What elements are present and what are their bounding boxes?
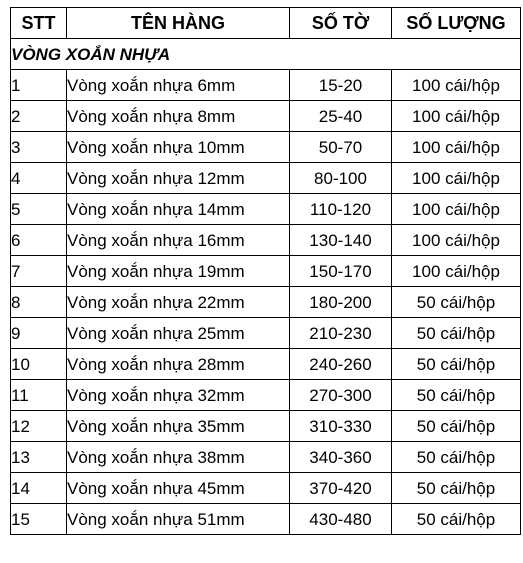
row-product-name-cell: Vòng xoắn nhựa 25mm xyxy=(67,318,290,349)
row-sheet-count-cell: 150-170 xyxy=(290,256,392,287)
row-quantity-cell: 50 cái/hộp xyxy=(392,380,521,411)
row-quantity-cell: 50 cái/hộp xyxy=(392,442,521,473)
row-sheet-count-cell: 370-420 xyxy=(290,473,392,504)
product-table xyxy=(10,7,521,535)
row-stt-cell: 8 xyxy=(11,287,67,318)
row-quantity-cell: 50 cái/hộp xyxy=(392,287,521,318)
row-quantity-cell: 50 cái/hộp xyxy=(392,473,521,504)
row-stt-cell: 2 xyxy=(11,101,67,132)
row-product-name-cell: Vòng xoắn nhựa 8mm xyxy=(67,101,290,132)
row-quantity-cell: 50 cái/hộp xyxy=(392,318,521,349)
row-quantity-cell: 100 cái/hộp xyxy=(392,225,521,256)
row-quantity-cell: 50 cái/hộp xyxy=(392,411,521,442)
table-row xyxy=(11,163,521,194)
row-sheet-count-cell: 130-140 xyxy=(290,225,392,256)
row-product-name-cell: Vòng xoắn nhựa 45mm xyxy=(67,473,290,504)
row-stt-cell: 14 xyxy=(11,473,67,504)
table-row xyxy=(11,287,521,318)
table-row xyxy=(11,349,521,380)
row-sheet-count-cell: 430-480 xyxy=(290,504,392,535)
row-sheet-count-cell: 110-120 xyxy=(290,194,392,225)
row-stt-cell: 9 xyxy=(11,318,67,349)
row-sheet-count-cell: 270-300 xyxy=(290,380,392,411)
table-row xyxy=(11,318,521,349)
row-quantity-cell: 100 cái/hộp xyxy=(392,163,521,194)
section-row xyxy=(11,39,521,70)
table-row xyxy=(11,380,521,411)
row-quantity-cell: 100 cái/hộp xyxy=(392,132,521,163)
table-row xyxy=(11,504,521,535)
product-table-container xyxy=(10,7,520,535)
header-product-name: TÊN HÀNG xyxy=(67,8,290,39)
row-quantity-cell: 100 cái/hộp xyxy=(392,256,521,287)
row-stt-cell: 3 xyxy=(11,132,67,163)
row-product-name-cell: Vòng xoắn nhựa 38mm xyxy=(67,442,290,473)
header-sheet-count: SỐ TỜ xyxy=(290,8,392,39)
row-product-name-cell: Vòng xoắn nhựa 6mm xyxy=(67,70,290,101)
header-quantity: SỐ LƯỢNG xyxy=(392,8,521,39)
row-product-name-cell: Vòng xoắn nhựa 28mm xyxy=(67,349,290,380)
row-product-name-cell: Vòng xoắn nhựa 16mm xyxy=(67,225,290,256)
row-product-name-cell: Vòng xoắn nhựa 51mm xyxy=(67,504,290,535)
row-stt-cell: 12 xyxy=(11,411,67,442)
row-quantity-cell: 100 cái/hộp xyxy=(392,70,521,101)
table-row xyxy=(11,194,521,225)
row-sheet-count-cell: 340-360 xyxy=(290,442,392,473)
row-sheet-count-cell: 25-40 xyxy=(290,101,392,132)
header-stt: STT xyxy=(11,8,67,39)
row-sheet-count-cell: 80-100 xyxy=(290,163,392,194)
table-row xyxy=(11,225,521,256)
section-title: VÒNG XOẮN NHỰA xyxy=(11,39,521,70)
row-sheet-count-cell: 210-230 xyxy=(290,318,392,349)
row-product-name-cell: Vòng xoắn nhựa 35mm xyxy=(67,411,290,442)
table-row xyxy=(11,101,521,132)
table-row xyxy=(11,256,521,287)
table-row xyxy=(11,132,521,163)
row-product-name-cell: Vòng xoắn nhựa 32mm xyxy=(67,380,290,411)
row-quantity-cell: 50 cái/hộp xyxy=(392,504,521,535)
row-product-name-cell: Vòng xoắn nhựa 19mm xyxy=(67,256,290,287)
table-row xyxy=(11,473,521,504)
table-row xyxy=(11,70,521,101)
row-stt-cell: 13 xyxy=(11,442,67,473)
row-stt-cell: 10 xyxy=(11,349,67,380)
row-sheet-count-cell: 15-20 xyxy=(290,70,392,101)
row-stt-cell: 11 xyxy=(11,380,67,411)
row-stt-cell: 4 xyxy=(11,163,67,194)
row-sheet-count-cell: 310-330 xyxy=(290,411,392,442)
row-sheet-count-cell: 50-70 xyxy=(290,132,392,163)
table-header-row xyxy=(11,8,521,39)
row-product-name-cell: Vòng xoắn nhựa 10mm xyxy=(67,132,290,163)
table-row xyxy=(11,442,521,473)
row-product-name-cell: Vòng xoắn nhựa 22mm xyxy=(67,287,290,318)
row-stt-cell: 15 xyxy=(11,504,67,535)
table-row xyxy=(11,411,521,442)
row-quantity-cell: 100 cái/hộp xyxy=(392,194,521,225)
row-stt-cell: 1 xyxy=(11,70,67,101)
row-product-name-cell: Vòng xoắn nhựa 12mm xyxy=(67,163,290,194)
row-sheet-count-cell: 240-260 xyxy=(290,349,392,380)
row-product-name-cell: Vòng xoắn nhựa 14mm xyxy=(67,194,290,225)
row-stt-cell: 5 xyxy=(11,194,67,225)
row-quantity-cell: 100 cái/hộp xyxy=(392,101,521,132)
row-quantity-cell: 50 cái/hộp xyxy=(392,349,521,380)
row-stt-cell: 7 xyxy=(11,256,67,287)
row-stt-cell: 6 xyxy=(11,225,67,256)
row-sheet-count-cell: 180-200 xyxy=(290,287,392,318)
